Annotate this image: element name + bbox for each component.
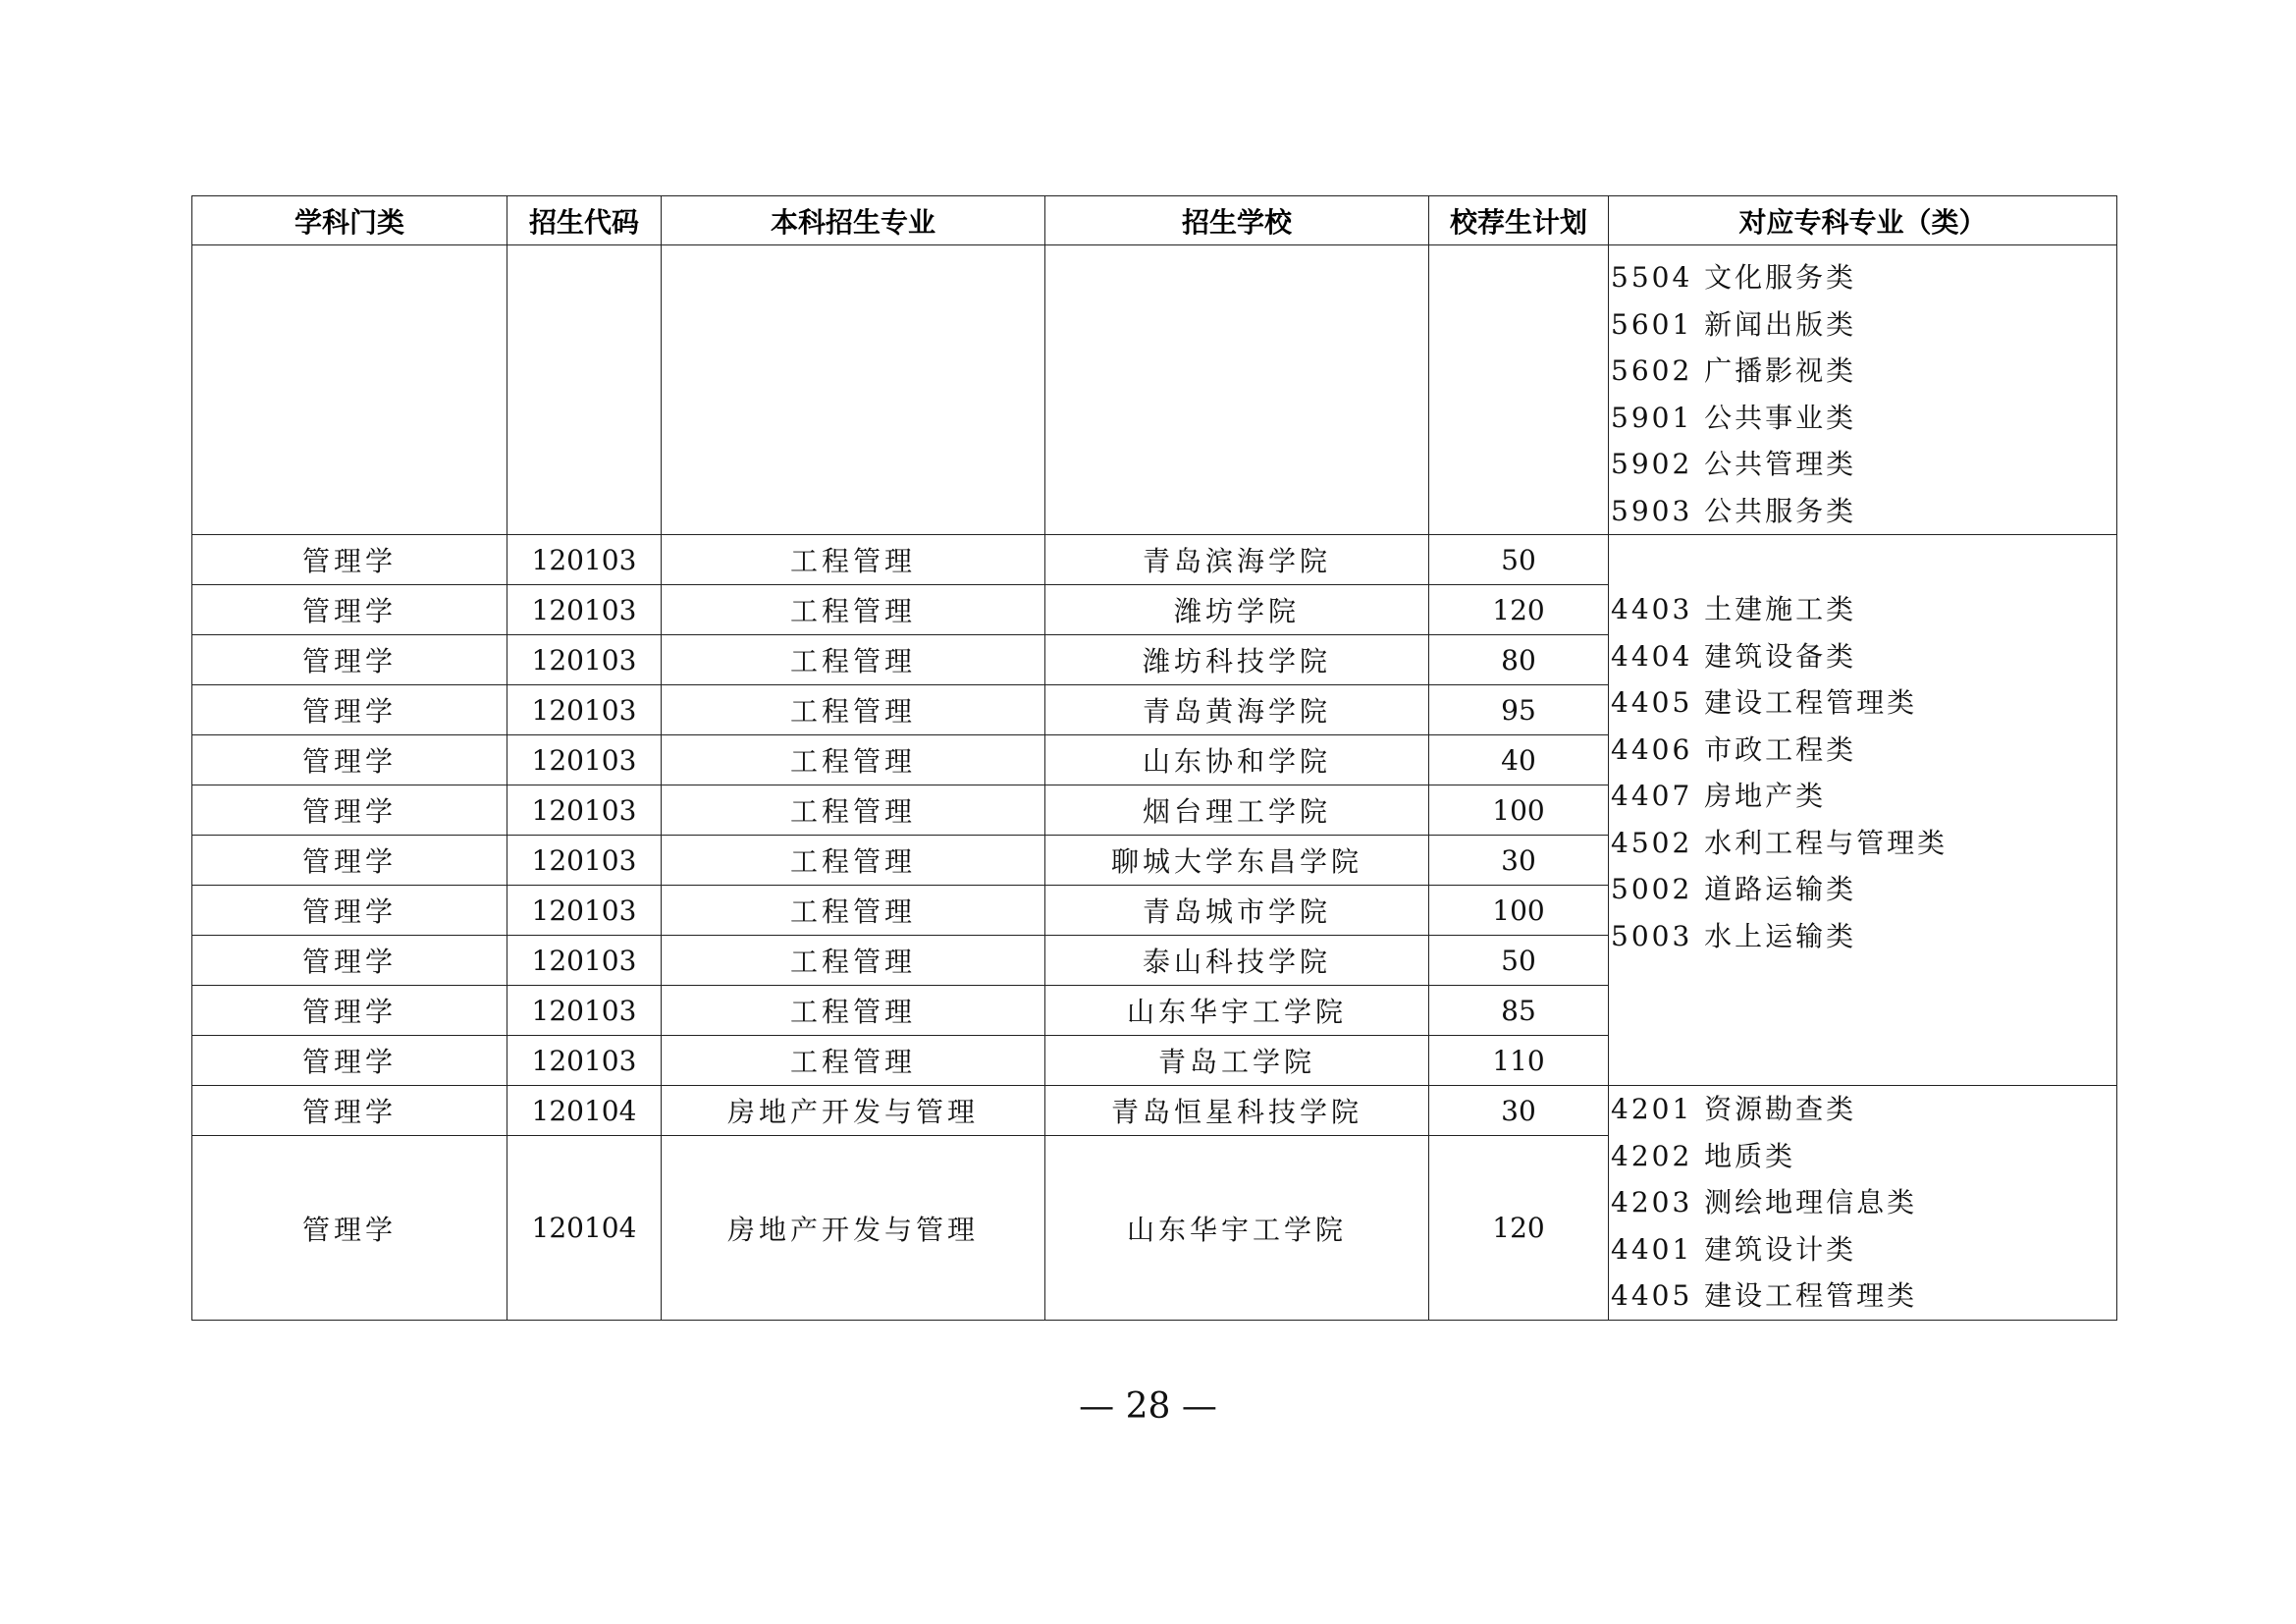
cell-associate-majors — [1609, 245, 2117, 535]
cell-major: 工程管理 — [662, 1036, 1045, 1086]
cell-category: 管理学 — [192, 685, 507, 735]
cell-associate-majors — [1609, 1086, 2117, 1321]
cell-major: 房地产开发与管理 — [662, 1136, 1045, 1321]
cell-major: 工程管理 — [662, 635, 1045, 685]
cell-major: 工程管理 — [662, 785, 1045, 836]
cell-major: 工程管理 — [662, 585, 1045, 635]
cell-code: 120103 — [507, 836, 662, 886]
associate-major-item: 4403 土建施工类 — [1611, 593, 1857, 625]
associate-major-item: 4202 地质类 — [1611, 1139, 1796, 1172]
associate-major-item: 4406 市政工程类 — [1611, 732, 1857, 766]
cell-category: 管理学 — [192, 785, 507, 836]
table-row-continued — [192, 245, 2117, 535]
associate-major-item: 4502 水利工程与管理类 — [1611, 826, 1949, 859]
cell-plan: 95 — [1429, 685, 1609, 735]
cell-school: 山东协和学院 — [1045, 735, 1429, 785]
cell-code: 120103 — [507, 685, 662, 735]
cell-plan: 85 — [1429, 986, 1609, 1036]
cell-category: 管理学 — [192, 986, 507, 1036]
associate-major-item: 5602 广播影视类 — [1611, 354, 1857, 387]
associate-major-item: 4404 建筑设备类 — [1611, 639, 1857, 673]
cell-school — [1045, 245, 1429, 535]
associate-major-item: 4405 建设工程管理类 — [1611, 1279, 1918, 1312]
associate-major-item: 5601 新闻出版类 — [1611, 307, 1857, 341]
associate-major-item: 4401 建筑设计类 — [1611, 1232, 1857, 1266]
cell-code: 120103 — [507, 585, 662, 635]
header-code: 招生代码 — [507, 196, 662, 245]
cell-code: 120103 — [507, 1036, 662, 1086]
cell-associate-majors — [1609, 535, 2117, 1086]
cell-category: 管理学 — [192, 936, 507, 986]
cell-plan: 50 — [1429, 535, 1609, 585]
header-category: 学科门类 — [192, 196, 507, 245]
cell-plan — [1429, 245, 1609, 535]
cell-code: 120103 — [507, 535, 662, 585]
cell-school: 潍坊学院 — [1045, 585, 1429, 635]
cell-major: 房地产开发与管理 — [662, 1086, 1045, 1136]
table-header-row — [192, 196, 2117, 245]
cell-plan: 30 — [1429, 1086, 1609, 1136]
cell-category: 管理学 — [192, 535, 507, 585]
associate-major-item: 4203 测绘地理信息类 — [1611, 1186, 1918, 1218]
cell-plan: 110 — [1429, 1036, 1609, 1086]
cell-school: 潍坊科技学院 — [1045, 635, 1429, 685]
cell-major: 工程管理 — [662, 735, 1045, 785]
table-row — [192, 1086, 2117, 1136]
cell-school: 泰山科技学院 — [1045, 936, 1429, 986]
cell-plan: 30 — [1429, 836, 1609, 886]
cell-code: 120104 — [507, 1136, 662, 1321]
cell-category: 管理学 — [192, 1136, 507, 1321]
cell-school: 青岛城市学院 — [1045, 886, 1429, 936]
cell-code — [507, 245, 662, 535]
cell-school: 青岛工学院 — [1045, 1036, 1429, 1086]
header-plan: 校荐生计划 — [1429, 196, 1609, 245]
associate-major-item: 4405 建设工程管理类 — [1611, 686, 1918, 719]
cell-category: 管理学 — [192, 836, 507, 886]
cell-category: 管理学 — [192, 1086, 507, 1136]
associate-major-item: 4201 资源勘查类 — [1611, 1093, 1857, 1125]
cell-plan: 120 — [1429, 585, 1609, 635]
cell-category: 管理学 — [192, 886, 507, 936]
page-number: — 28 — — [1079, 1386, 1217, 1427]
cell-school: 烟台理工学院 — [1045, 785, 1429, 836]
cell-school: 青岛黄海学院 — [1045, 685, 1429, 735]
cell-school: 青岛滨海学院 — [1045, 535, 1429, 585]
cell-category: 管理学 — [192, 735, 507, 785]
cell-school: 山东华宇工学院 — [1045, 1136, 1429, 1321]
header-school: 招生学校 — [1045, 196, 1429, 245]
cell-code: 120103 — [507, 986, 662, 1036]
cell-major — [662, 245, 1045, 535]
associate-major-item: 5002 道路运输类 — [1611, 873, 1857, 905]
cell-school: 聊城大学东昌学院 — [1045, 836, 1429, 886]
cell-category: 管理学 — [192, 1036, 507, 1086]
associate-major-item: 5903 公共服务类 — [1611, 494, 1857, 527]
enrollment-table — [191, 195, 2117, 1321]
associate-major-item: 5003 水上运输类 — [1611, 919, 1857, 952]
cell-major: 工程管理 — [662, 685, 1045, 735]
cell-plan: 40 — [1429, 735, 1609, 785]
associate-major-item: 5901 公共事业类 — [1611, 401, 1857, 434]
cell-category — [192, 245, 507, 535]
cell-plan: 100 — [1429, 886, 1609, 936]
cell-plan: 50 — [1429, 936, 1609, 986]
cell-category: 管理学 — [192, 585, 507, 635]
associate-major-item: 5902 公共管理类 — [1611, 448, 1857, 480]
cell-code: 120103 — [507, 886, 662, 936]
cell-code: 120104 — [507, 1086, 662, 1136]
cell-major: 工程管理 — [662, 535, 1045, 585]
cell-major: 工程管理 — [662, 986, 1045, 1036]
header-associate-majors: 对应专科专业（类） — [1609, 196, 2117, 245]
cell-plan: 120 — [1429, 1136, 1609, 1321]
cell-code: 120103 — [507, 936, 662, 986]
cell-school: 青岛恒星科技学院 — [1045, 1086, 1429, 1136]
cell-plan: 100 — [1429, 785, 1609, 836]
cell-code: 120103 — [507, 735, 662, 785]
associate-major-item: 5504 文化服务类 — [1611, 261, 1857, 294]
cell-code: 120103 — [507, 785, 662, 836]
associate-major-item: 4407 房地产类 — [1611, 780, 1827, 812]
cell-major: 工程管理 — [662, 886, 1045, 936]
cell-major: 工程管理 — [662, 836, 1045, 886]
cell-code: 120103 — [507, 635, 662, 685]
header-major: 本科招生专业 — [662, 196, 1045, 245]
cell-plan: 80 — [1429, 635, 1609, 685]
cell-major: 工程管理 — [662, 936, 1045, 986]
cell-category: 管理学 — [192, 635, 507, 685]
cell-school: 山东华宇工学院 — [1045, 986, 1429, 1036]
table-row — [192, 535, 2117, 585]
